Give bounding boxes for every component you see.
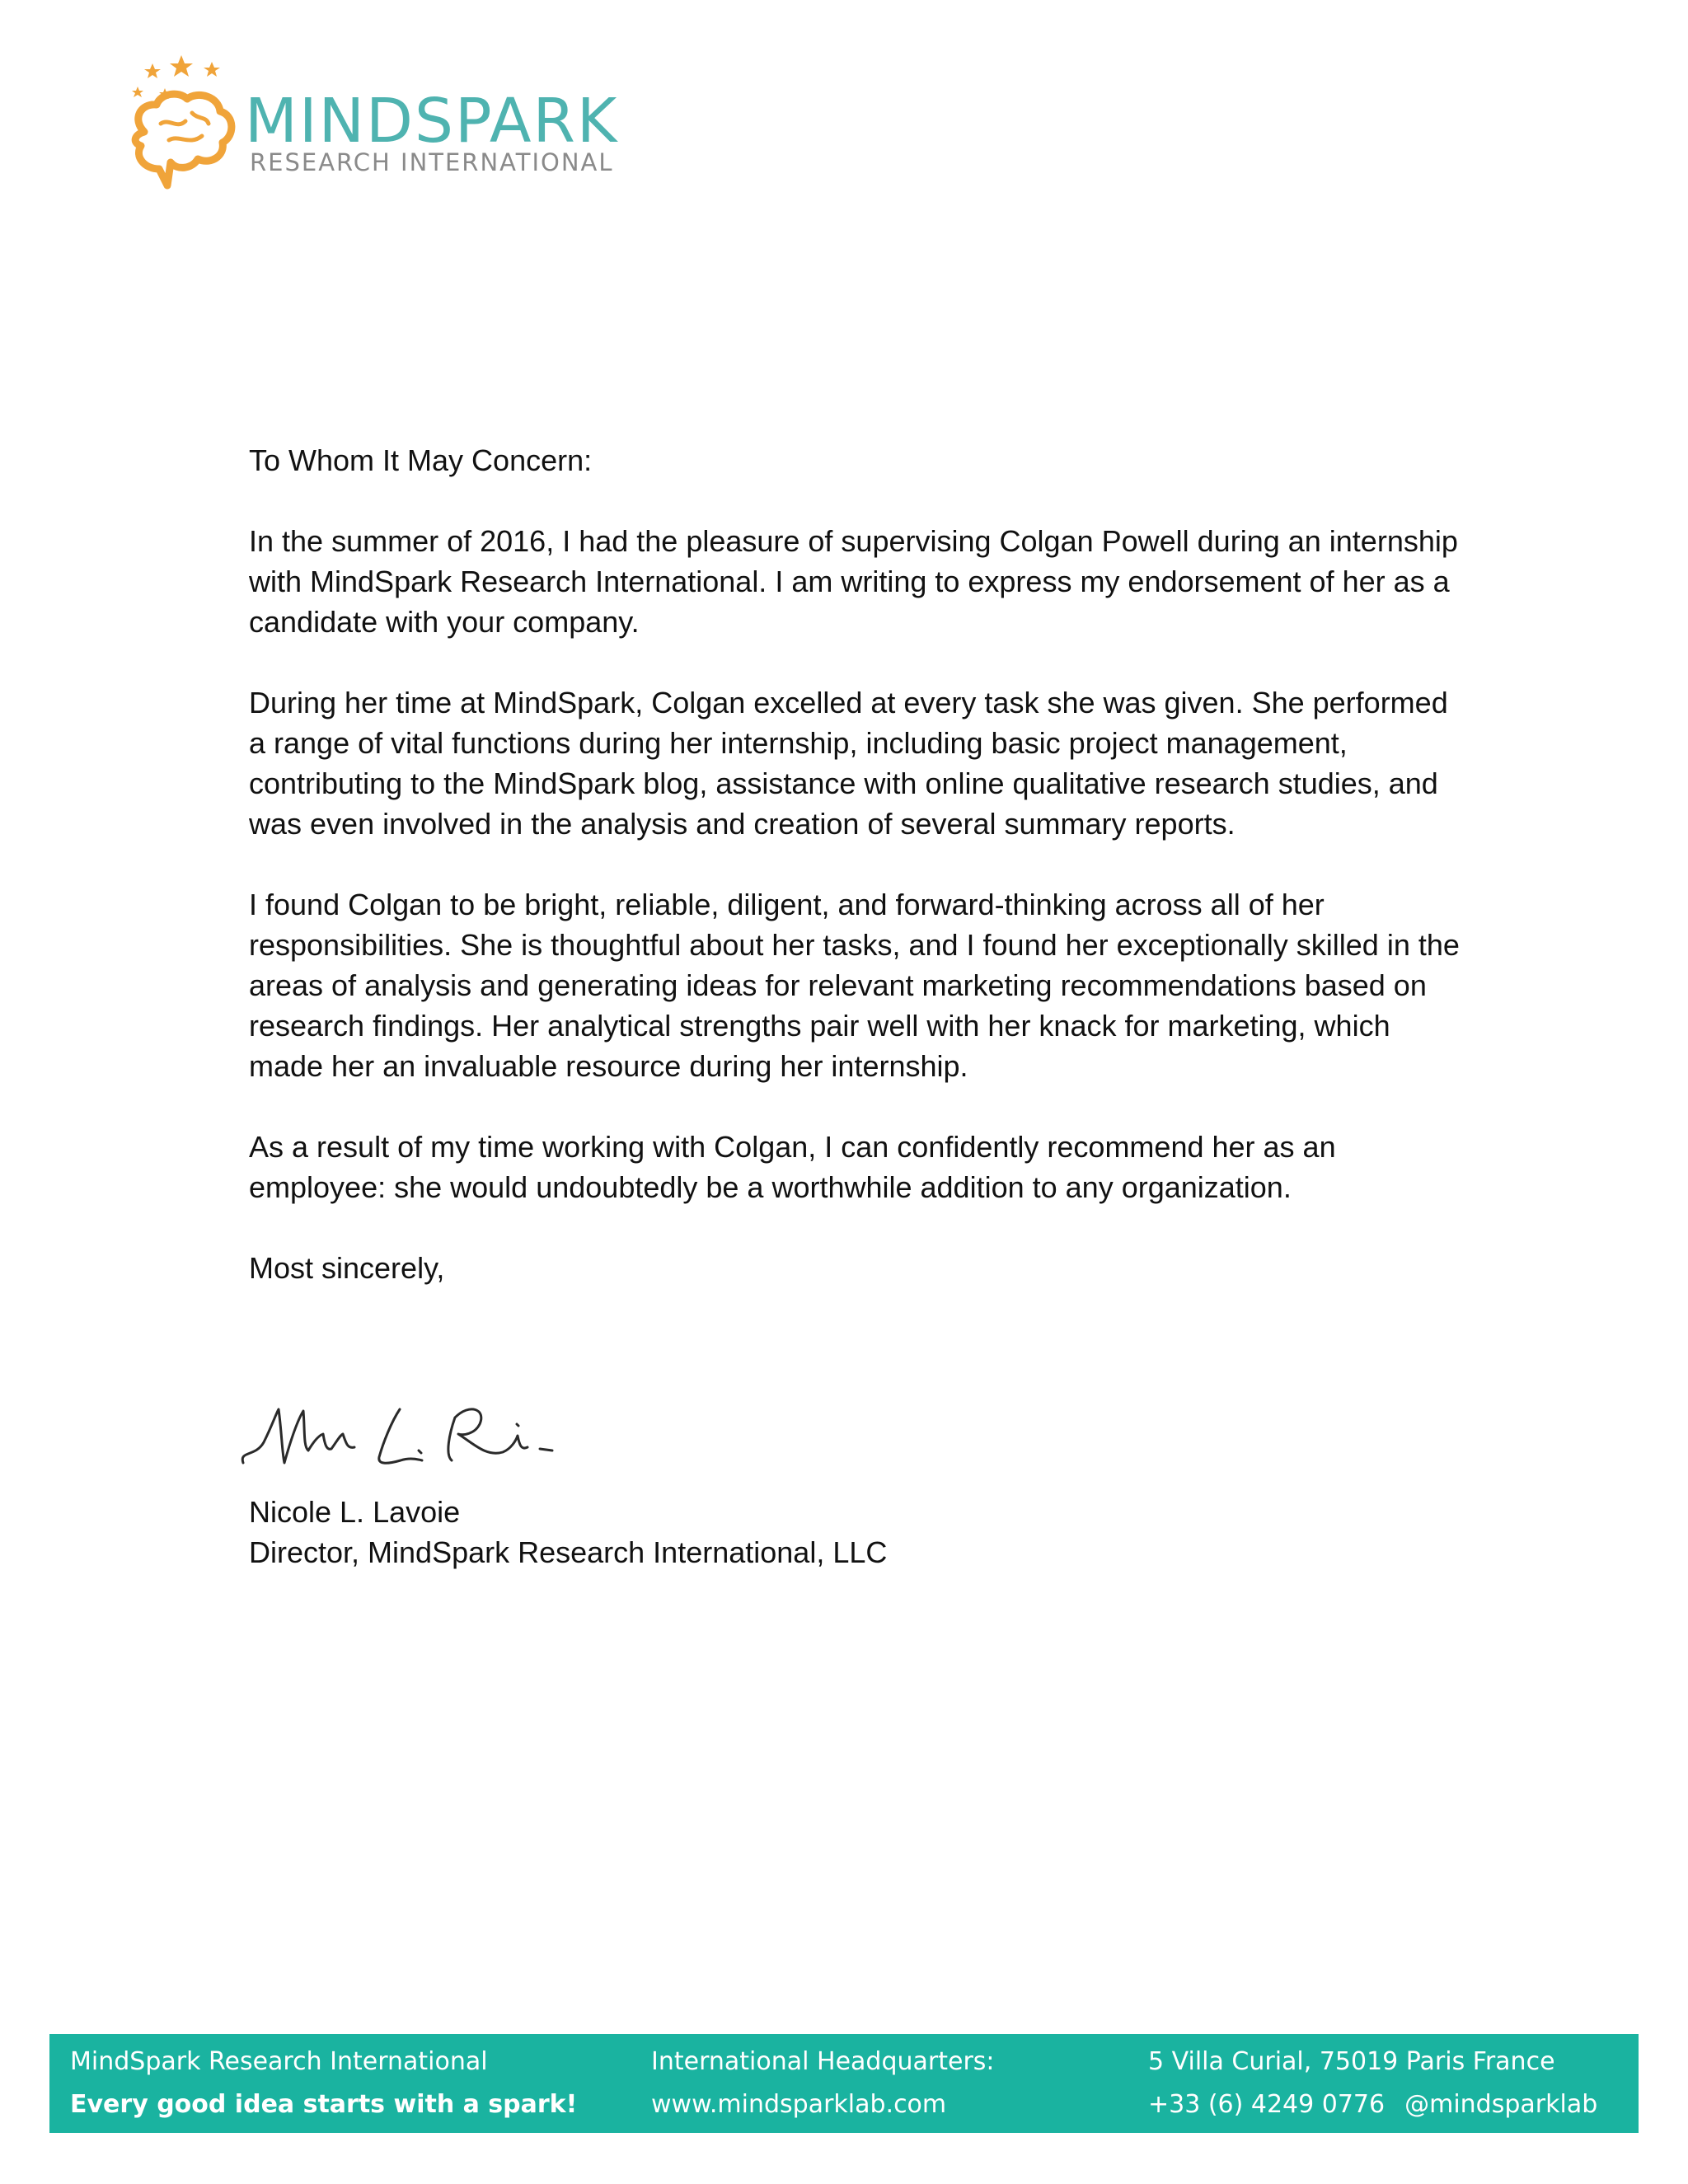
footer-company-column bbox=[70, 2034, 606, 2133]
footer-website-link[interactable]: www.mindsparklab.com bbox=[651, 2090, 947, 2119]
footer-contact-column bbox=[1148, 2034, 1626, 2133]
footer-hq-label: International Headquarters: bbox=[651, 2047, 995, 2076]
footer-address: 5 Villa Curial, 75019 Paris France bbox=[1148, 2047, 1555, 2076]
footer-hq-column bbox=[651, 2034, 1113, 2133]
footer-phone[interactable]: +33 (6) 4249 0776 bbox=[1148, 2090, 1386, 2119]
footer-contact-line bbox=[1148, 2090, 1597, 2120]
letter-body bbox=[249, 440, 1461, 1329]
signer-title: Director, MindSpark Research International, LLC bbox=[249, 1535, 888, 1569]
paragraph-1: In the summer of 2016, I had the pleasure of supervising Colgan Powell during an internship with MindSpark Research International. I am writing to express my endorsement of her as a candidate with your company. bbox=[249, 524, 1458, 639]
footer-social-handle[interactable]: @mindsparklab bbox=[1404, 2090, 1598, 2119]
paragraph-3: I found Colgan to be bright, reliable, diligent, and forward-thinking across all of her responsibilities. She is thoughtful about her tasks, and I found her exceptionally skilled in the areas of analysis and generating ideas for relevant marketing recommendations based on research findings. Her analytical strengths pair well with her knack for marketing, which made her an invaluable resource during her internship. bbox=[249, 888, 1460, 1083]
logo-wordmark: MINDSPARK bbox=[245, 86, 619, 157]
salutation: To Whom It May Concern: bbox=[249, 443, 593, 477]
paragraph-4: As a result of my time working with Colgan, I can confidently recommend her as an employee: she would undoubtedly be a worthwhile addition to any organization. bbox=[249, 1130, 1336, 1204]
paragraph-2: During her time at MindSpark, Colgan excelled at every task she was given. She performed a range of vital functions during her internship, including basic project management, contributing to the MindSpark blog, assistance with online qualitative research studies, and was even involved in the analysis and creation of several summary reports. bbox=[249, 686, 1448, 841]
closing: Most sincerely, bbox=[249, 1251, 445, 1285]
footer-bar bbox=[49, 2034, 1639, 2133]
signer-block bbox=[249, 1492, 887, 1572]
logo-subtitle: RESEARCH INTERNATIONAL bbox=[250, 148, 614, 176]
footer-company: MindSpark Research International bbox=[70, 2047, 488, 2076]
company-logo bbox=[120, 54, 619, 202]
handwritten-signature bbox=[239, 1385, 577, 1475]
signer-name: Nicole L. Lavoie bbox=[249, 1495, 461, 1529]
footer-tagline: Every good idea starts with a spark! bbox=[70, 2090, 578, 2119]
brain-spark-icon bbox=[120, 54, 243, 198]
